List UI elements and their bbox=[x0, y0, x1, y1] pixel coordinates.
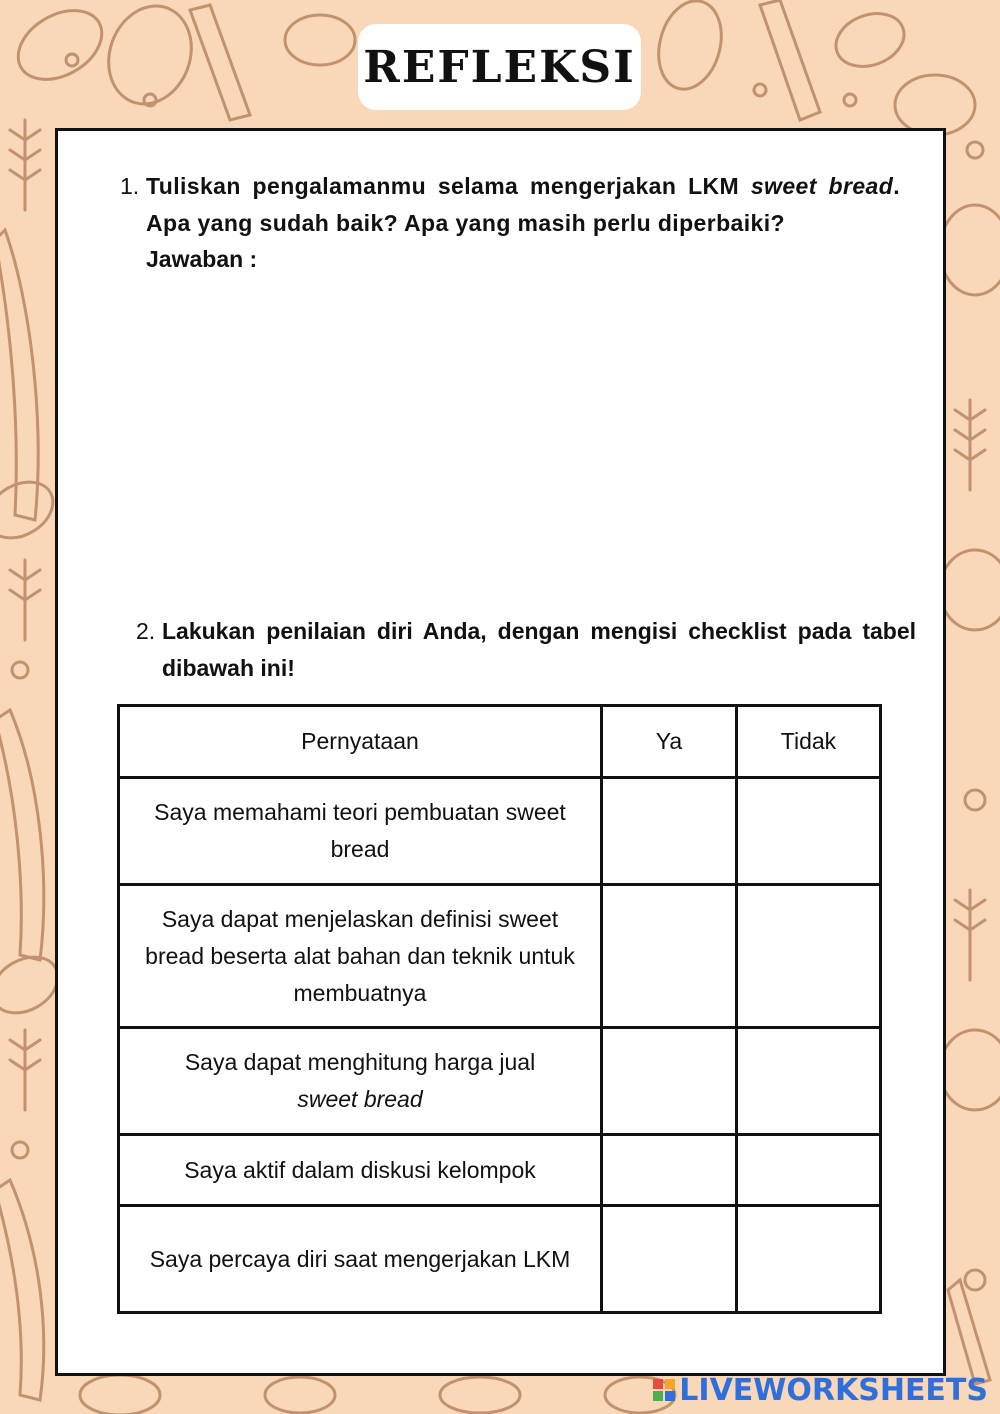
yes-checkbox-cell[interactable] bbox=[602, 778, 737, 885]
no-checkbox-cell[interactable] bbox=[737, 1135, 881, 1206]
table-row bbox=[119, 885, 881, 1028]
no-checkbox-cell[interactable] bbox=[737, 778, 881, 885]
page-title: REFLEKSI bbox=[363, 41, 636, 93]
header-no: Tidak bbox=[737, 706, 881, 778]
no-checkbox-cell[interactable] bbox=[737, 885, 881, 1028]
statement-text-italic: sweet bread bbox=[297, 1086, 423, 1112]
table-row bbox=[119, 778, 881, 885]
answer-label: Jawaban : bbox=[146, 246, 258, 272]
question-2-text: Lakukan penilaian diri Anda, dengan mengisi checklist pada tabel dibawah ini! bbox=[162, 618, 916, 681]
question-1 bbox=[120, 168, 900, 278]
statement-cell: Saya memahami teori pembuatan sweet bread bbox=[119, 778, 602, 885]
header-yes: Ya bbox=[602, 706, 737, 778]
self-assessment-table bbox=[117, 704, 882, 1314]
yes-checkbox-cell[interactable] bbox=[602, 885, 737, 1028]
question-2-number: 2. bbox=[136, 618, 156, 644]
question-1-text bbox=[146, 168, 900, 241]
table-row bbox=[119, 1206, 881, 1313]
no-checkbox-cell[interactable] bbox=[737, 1206, 881, 1313]
statement-cell: Saya aktif dalam diskusi kelompok bbox=[119, 1135, 602, 1206]
yes-checkbox-cell[interactable] bbox=[602, 1206, 737, 1313]
question-2 bbox=[136, 613, 916, 686]
yes-checkbox-cell[interactable] bbox=[602, 1135, 737, 1206]
statement-cell: Saya percaya diri saat mengerjakan LKM bbox=[119, 1206, 602, 1313]
statement-text: Saya dapat menghitung harga jual bbox=[184, 1049, 536, 1075]
question-1-text-part-a: Tuliskan pengalamanmu selama mengerjakan LKM bbox=[146, 173, 751, 199]
statement-cell bbox=[119, 1028, 602, 1135]
no-checkbox-cell[interactable] bbox=[737, 1028, 881, 1135]
statement-cell: Saya dapat menjelaskan definisi sweet bread beserta alat bahan dan teknik untuk membuatnya bbox=[119, 885, 602, 1028]
watermark-text: LIVEWORKSHEETS bbox=[679, 1372, 988, 1408]
header-statement: Pernyataan bbox=[119, 706, 602, 778]
table-row bbox=[119, 1028, 881, 1135]
question-1-text-part-c: . Apa yang sudah baik? Apa yang masih perlu diperbaiki? bbox=[146, 173, 900, 236]
question-1-text-italic: sweet bread bbox=[750, 173, 894, 199]
table-row bbox=[119, 1135, 881, 1206]
question-1-number: 1. bbox=[120, 173, 140, 199]
table-header-row bbox=[119, 706, 881, 778]
yes-checkbox-cell[interactable] bbox=[602, 1028, 737, 1135]
liveworksheets-logo-icon bbox=[653, 1379, 675, 1401]
answer-input-area[interactable] bbox=[146, 318, 898, 588]
liveworksheets-watermark bbox=[653, 1372, 988, 1408]
title-banner bbox=[358, 24, 641, 110]
